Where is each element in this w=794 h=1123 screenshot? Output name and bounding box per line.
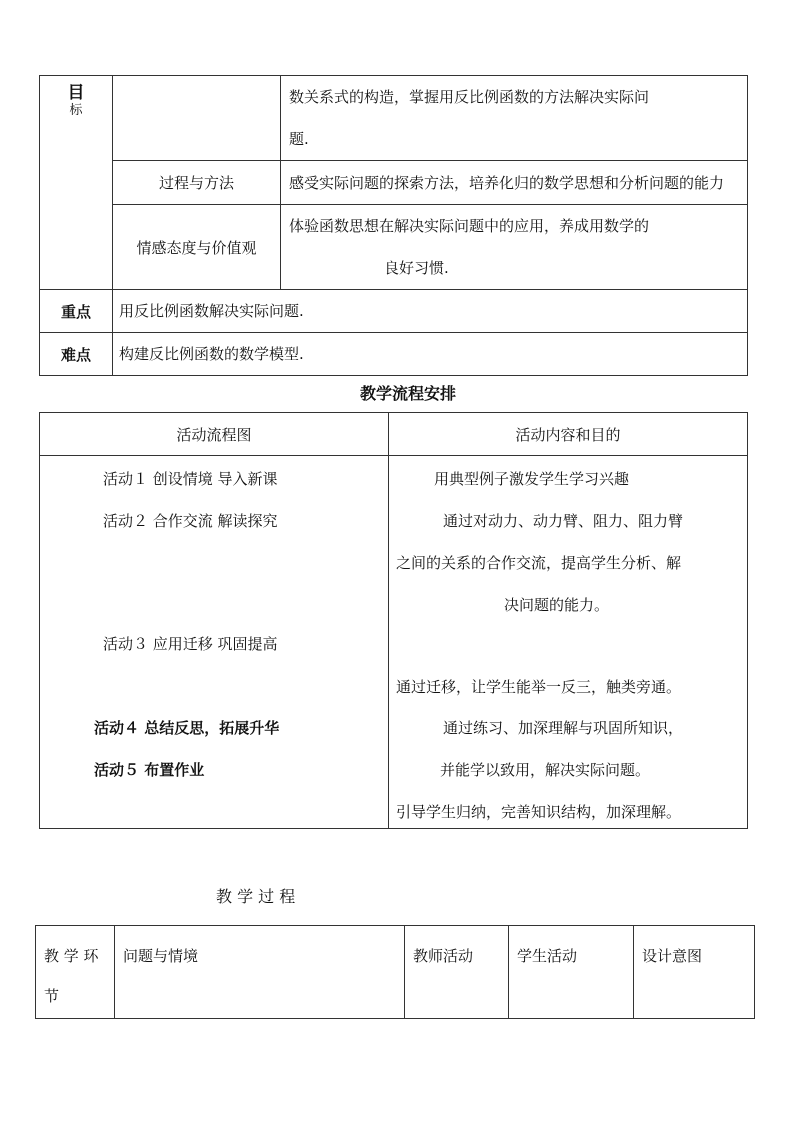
- content-line-6: 通过练习、加深理解与巩固所知识，: [443, 719, 684, 737]
- content-line-4: 决问题的能力。: [504, 596, 610, 614]
- activity-1: 活动１ 创设情境 导入新课: [103, 470, 278, 488]
- attitude-text-line2: 良好习惯.: [384, 259, 449, 277]
- content-line-5: 通过迁移，让学生能举一反三，触类旁通。: [396, 678, 682, 696]
- key-point-text: 用反比例函数解决实际问题.: [113, 290, 748, 333]
- content-line-1: 用典型例子激发学生学习兴趣: [434, 470, 630, 488]
- process-header-student: 学生活动: [509, 926, 634, 1019]
- flow-col1-header: 活动流程图: [40, 413, 389, 456]
- difficulty-label: 难点: [40, 333, 113, 376]
- activity-4: 活动４ 总结反思，拓展升华: [94, 719, 280, 737]
- activity-flow-cell: [40, 456, 389, 829]
- process-title: 教 学 过 程: [216, 887, 296, 906]
- content-line-2: 通过对动力、动力臂、阻力、阻力臂: [443, 512, 684, 530]
- objectives-table: [39, 75, 748, 376]
- process-header-stage-line1: 教 学 环: [44, 947, 99, 965]
- activity-content-cell: [389, 456, 748, 829]
- process-table: [35, 925, 755, 1019]
- process-header-question: 问题与情境: [115, 926, 405, 1019]
- attitude-label: 情感态度与价值观: [113, 205, 281, 290]
- content-line-7: 并能学以致用，解决实际问题。: [440, 761, 651, 779]
- process-method-label: 过程与方法: [113, 161, 281, 205]
- flow-title: 教学流程安排: [360, 384, 457, 403]
- process-header-stage: [36, 926, 115, 1019]
- attitude-text-cell: [281, 205, 748, 290]
- content-line-3: 之间的关系的合作交流，提高学生分析、解: [396, 554, 682, 572]
- goal-label-cell: [40, 76, 113, 290]
- process-header-intent: 设计意图: [634, 926, 755, 1019]
- process-header-stage-line2: 节: [44, 987, 60, 1005]
- activity-5: 活动５ 布置作业: [94, 761, 205, 779]
- difficulty-text: 构建反比例函数的数学模型.: [113, 333, 748, 376]
- goal-label-char2: 标: [69, 103, 83, 118]
- flow-col2-header: 活动内容和目的: [389, 413, 748, 456]
- flow-table: [39, 412, 748, 829]
- process-header-teacher: 教师活动: [405, 926, 509, 1019]
- process-method-text: 感受实际问题的探索方法，培养化归的数学思想和分析问题的能力: [281, 161, 748, 205]
- key-point-label: 重点: [40, 290, 113, 333]
- row1-text-cell: [281, 76, 748, 161]
- row1-text-line1: 数关系式的构造，掌握用反比例函数的方法解决实际问: [289, 88, 650, 106]
- activity-2: 活动２ 合作交流 解读探究: [103, 512, 278, 530]
- content-line-8: 引导学生归纳，完善知识结构，加深理解。: [396, 803, 682, 821]
- row1-text-line2: 题.: [289, 130, 309, 148]
- attitude-text-line1: 体验函数思想在解决实际问题中的应用，养成用数学的: [289, 217, 650, 235]
- goal-label-char1: 目: [67, 83, 85, 103]
- row1-label-cell: [113, 76, 281, 161]
- activity-3: 活动３ 应用迁移 巩固提高: [103, 635, 278, 653]
